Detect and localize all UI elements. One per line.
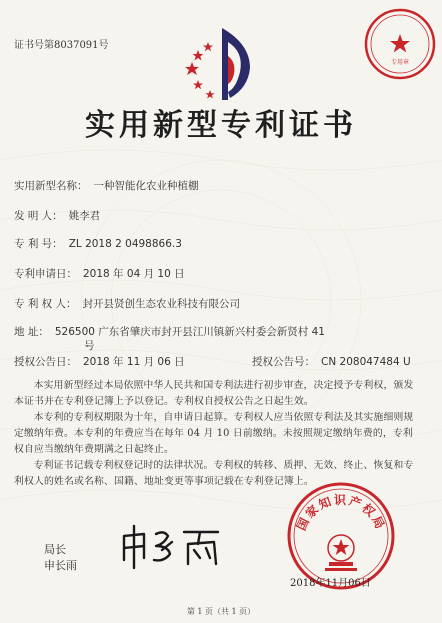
utility-model-name-value: 一种智能化农业种植棚 [93,180,199,192]
grant-number-value: CN 208047484 U [321,356,411,368]
filing-date-label: 专利申请日： [14,268,77,280]
certificate-title: 实用新型专利证书 [85,108,357,143]
address-line2-row [84,338,95,353]
signer-title: 局长 [44,543,66,556]
certificate-body-text [14,378,416,490]
cnipa-emblem-icon [178,22,264,104]
address-label: 地 址： [14,326,49,338]
inventor-value: 姚李君 [68,210,101,222]
seal-text: 国家知识产权局 [294,493,388,533]
grant-date-value: 2018 年 11 月 06 日 [83,356,185,368]
grant-number-label: 授权公告号： [252,356,315,368]
inventor-row [14,208,100,223]
filing-date-row [14,266,185,281]
utility-model-name-label: 实用新型名称： [14,180,88,192]
grant-number-row [252,354,411,369]
patentee-value: 封开县贤创生态农业科技有限公司 [82,298,241,310]
body-paragraph: 专利证书记载专利权登记时的法律状况。专利权的转移、质押、无效、终止、恢复和专利权人的姓名或名称、国籍、地址变更等事项记载在专利登记簿上。 [14,460,414,487]
grant-date-label: 授权公告日： [14,356,77,368]
address-value-line2: 号 [84,340,95,352]
address-value-line1: 526500 广东省肇庆市封开县江川镇新兴村委会新贤村 41 [54,326,325,338]
patent-number-row [14,236,182,251]
page-footer: 第 1 页（共 1 页） [186,607,256,616]
seal-date: 2018年11月06日 [290,578,371,589]
utility-model-name-row [14,178,199,193]
svg-text:专用章: 专用章 [390,59,410,66]
inventor-label: 发 明 人： [14,210,63,222]
signature-image [118,520,228,572]
body-paragraph: 本实用新型经过本局依照中华人民共和国专利法进行初步审查，决定授予专利权，颁发本证书并在专利登记簿上予以登记。专利权自授权公告之日起生效。 [14,380,414,407]
patentee-label: 专 利 权 人： [14,298,77,310]
address-row [14,324,325,339]
svg-text:国家知识产权局 [294,492,388,533]
patent-number-label: 专 利 号： [14,238,63,250]
grant-row [14,354,185,369]
filing-date-value: 2018 年 04 月 10 日 [83,268,185,280]
corner-seal-icon [362,6,438,82]
patent-number-value: ZL 2018 2 0498866.3 [68,238,182,250]
certificate-number: 证书号第8037091号 [14,40,109,51]
signer-name: 申长雨 [44,559,77,572]
body-paragraph: 本专利的专利权期限为十年，自申请日起算。专利权人应当依照专利法及其实施细则规定缴纳年费。本专利的年费应当在每年 04 月 10 日前缴纳。未按照规定缴纳年费的，专利权自应当缴纳年费期满之日起终止。 [14,412,414,455]
patentee-row [14,296,240,311]
